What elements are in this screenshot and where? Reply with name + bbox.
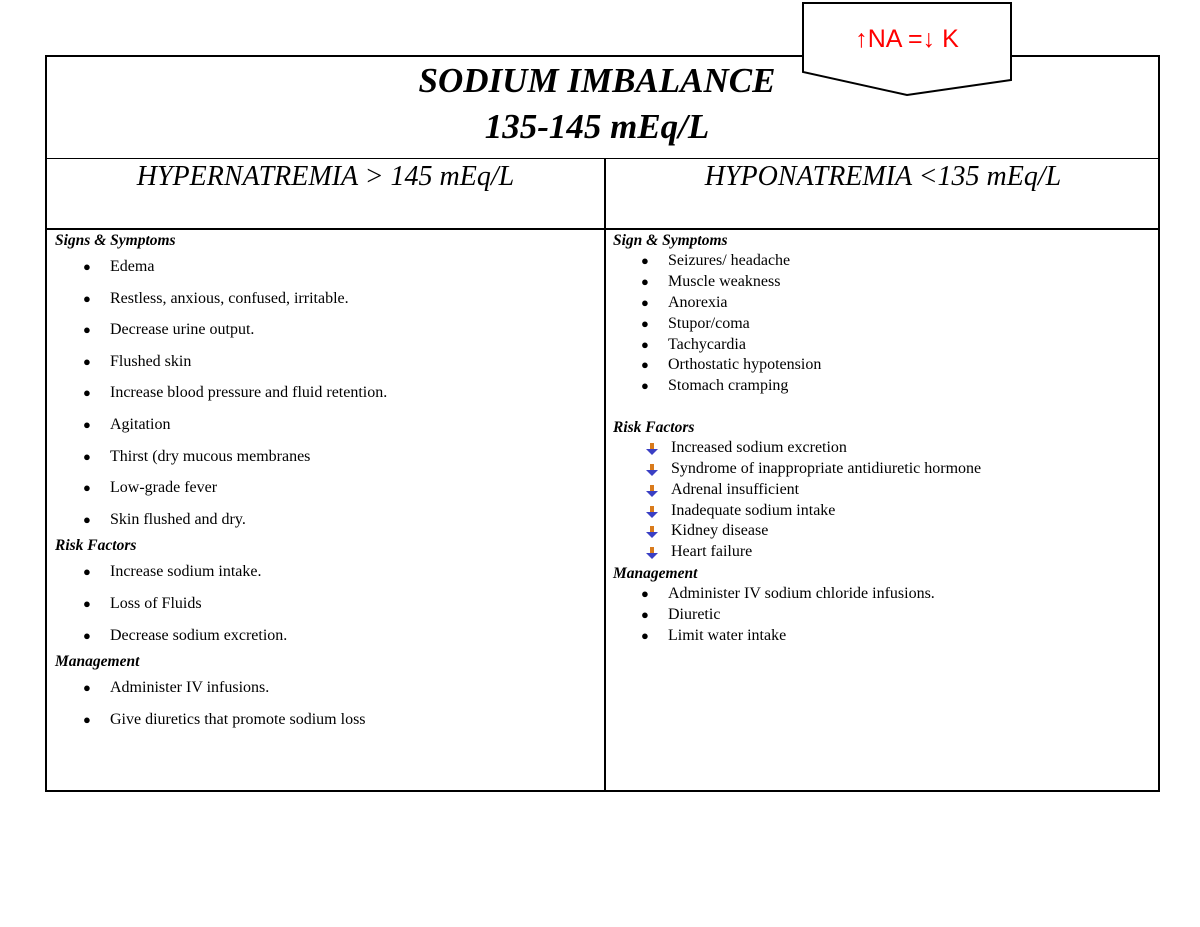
down-arrow-icon <box>646 485 658 497</box>
bullet-icon: ● <box>83 385 91 401</box>
list-item-text: Tachycardia <box>668 335 746 353</box>
bullet-icon: ● <box>83 711 91 727</box>
down-arrow-icon <box>646 464 658 476</box>
down-arrow-icon <box>646 443 658 455</box>
list-item-text: Adrenal insufficient <box>671 480 800 498</box>
management-item <box>613 584 1153 605</box>
list-item-text: Loss of Fluids <box>110 594 202 612</box>
bullet-icon: ● <box>641 336 649 352</box>
bullet-icon: ● <box>83 322 91 338</box>
risk-item <box>613 480 1153 501</box>
signs-title: Signs & Symptoms <box>55 232 176 249</box>
risk-item <box>55 588 595 620</box>
management-item <box>55 704 595 736</box>
page-title: SODIUM IMBALANCE <box>418 61 776 100</box>
management-item <box>613 605 1153 626</box>
risk-item <box>55 620 595 652</box>
down-arrow-icon <box>646 506 658 518</box>
signs-title: Sign & Symptoms <box>613 232 728 249</box>
sodium-imbalance-table <box>45 55 1160 792</box>
list-item-text: Syndrome of inappropriate antidiuretic hormone <box>671 460 982 478</box>
signs-list <box>613 251 1153 397</box>
column-header-row <box>47 158 1158 230</box>
risk-item <box>613 542 1153 563</box>
risk-item <box>613 438 1153 459</box>
symptom-item <box>55 377 595 409</box>
risk-list <box>55 556 595 651</box>
list-item-text: Diuretic <box>668 605 721 623</box>
list-item-text: Orthostatic hypotension <box>668 356 822 374</box>
symptom-item <box>613 376 1153 397</box>
hyponatremia-body <box>613 230 1153 647</box>
management-list <box>55 672 595 735</box>
list-item-text: Administer IV infusions. <box>110 679 270 697</box>
list-item-text: Skin flushed and dry. <box>110 510 246 528</box>
list-item-text: Seizures/ headache <box>668 252 791 269</box>
symptom-item <box>55 314 595 346</box>
symptom-item <box>613 335 1153 356</box>
list-item-text: Edema <box>110 258 155 275</box>
list-item-text: Stupor/coma <box>668 314 750 332</box>
hypernatremia-body <box>55 230 595 735</box>
list-item-text: Limit water intake <box>668 626 787 644</box>
down-arrow-icon <box>646 526 658 538</box>
risk-item <box>613 459 1153 480</box>
list-item-text: Give diuretics that promote sodium loss <box>110 710 366 728</box>
list-item-text: Thirst (dry mucous membranes <box>110 447 311 465</box>
bullet-icon: ● <box>83 480 91 496</box>
bullet-icon: ● <box>83 680 91 696</box>
symptom-item <box>613 355 1153 376</box>
symptom-item <box>55 346 595 378</box>
list-item-text: Agitation <box>110 415 171 433</box>
list-item-text: Increase blood pressure and fluid retention. <box>110 384 388 402</box>
risk-title: Risk Factors <box>613 419 695 437</box>
risk-title: Risk Factors <box>55 537 137 555</box>
bullet-icon: ● <box>641 294 649 310</box>
list-item-text: Restless, anxious, confused, irritable. <box>110 289 349 307</box>
list-item-text: Administer IV sodium chloride infusions. <box>668 585 935 603</box>
symptom-item <box>613 293 1153 314</box>
management-title: Management <box>55 653 140 671</box>
bullet-icon: ● <box>641 586 649 602</box>
symptom-item <box>55 441 595 473</box>
list-item-text: Inadequate sodium intake <box>671 501 836 519</box>
list-item-text: Anorexia <box>668 293 728 311</box>
risk-item <box>55 556 595 588</box>
hypernatremia-header: HYPERNATREMIA > 145 mEq/L <box>47 158 606 228</box>
risk-item <box>613 521 1153 542</box>
bullet-icon: ● <box>641 627 649 643</box>
list-item-text: Kidney disease <box>671 522 769 540</box>
bullet-icon: ● <box>83 353 91 369</box>
symptom-item <box>55 251 595 283</box>
bullet-icon: ● <box>83 564 91 580</box>
bullet-icon: ● <box>83 511 91 527</box>
list-item-text: Decrease sodium excretion. <box>110 626 288 644</box>
callout-text: ↑NA =↓ K <box>855 25 959 53</box>
signs-list <box>55 251 595 535</box>
bullet-icon: ● <box>641 315 649 331</box>
symptom-item <box>613 272 1153 293</box>
list-item-text: Muscle weakness <box>668 272 781 290</box>
bullet-icon: ● <box>83 595 91 611</box>
bullet-icon: ● <box>83 290 91 306</box>
bullet-icon: ● <box>641 273 649 289</box>
symptom-item <box>55 409 595 441</box>
management-title: Management <box>613 565 698 583</box>
bullet-icon: ● <box>83 416 91 432</box>
symptom-item <box>613 251 1153 272</box>
list-item-text: Stomach cramping <box>668 377 789 395</box>
symptom-item <box>55 504 595 536</box>
symptom-item <box>55 283 595 315</box>
list-item-text: Heart failure <box>671 543 753 561</box>
bullet-icon: ● <box>641 378 649 394</box>
column-divider <box>604 228 606 792</box>
hyponatremia-header: HYPONATREMIA <135 mEq/L <box>704 161 1062 192</box>
bullet-icon: ● <box>83 259 91 274</box>
sodium-potassium-callout <box>802 2 1012 96</box>
list-item-text: Increase sodium intake. <box>110 563 262 581</box>
bullet-icon: ● <box>83 627 91 643</box>
bullet-icon: ● <box>83 448 91 464</box>
list-item-text: Decrease urine output. <box>110 321 255 339</box>
symptom-item <box>613 314 1153 335</box>
management-item <box>613 626 1153 647</box>
list-item-text: Increased sodium excretion <box>671 439 847 457</box>
normal-range: 135-145 mEq/L <box>484 107 710 146</box>
list-item-text: Low-grade fever <box>110 479 218 497</box>
symptom-item <box>55 472 595 504</box>
down-arrow-icon <box>646 547 658 559</box>
bullet-icon: ● <box>641 606 649 622</box>
risk-item <box>613 501 1153 522</box>
management-item <box>55 672 595 704</box>
risk-list <box>613 438 1153 563</box>
bullet-icon: ● <box>641 253 649 268</box>
management-list <box>613 584 1153 647</box>
bullet-icon: ● <box>641 357 649 373</box>
list-item-text: Flushed skin <box>110 352 192 370</box>
